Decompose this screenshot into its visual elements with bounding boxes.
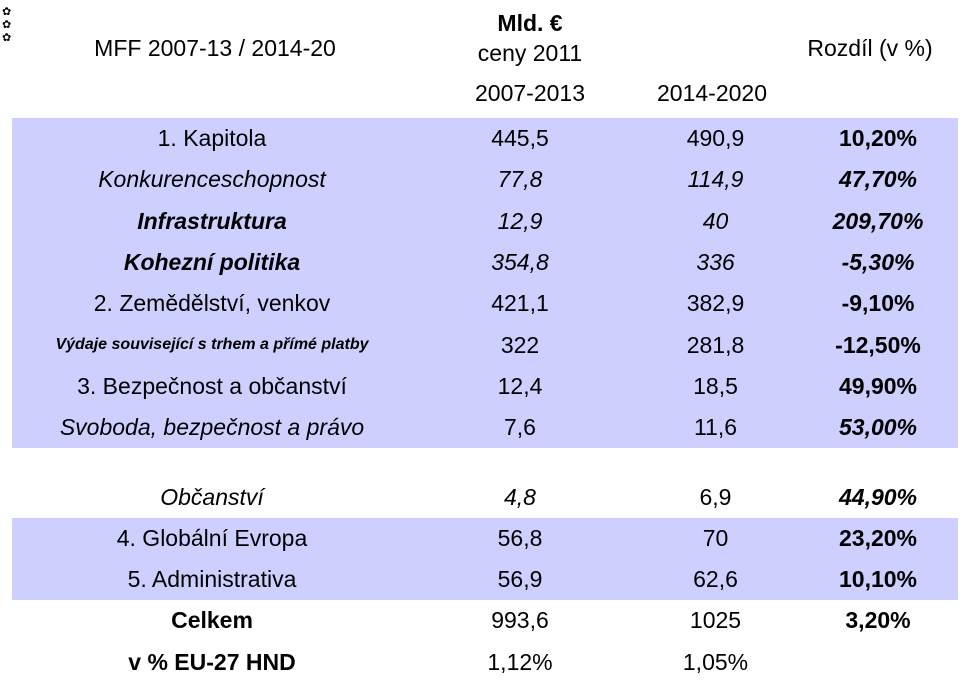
value-diff: 10,10% (838, 566, 917, 593)
value-2014-2020: 6,9 (699, 483, 732, 510)
row-label: 1. Kapitola (157, 125, 267, 152)
year-column-2-header: 2014-2020 (657, 80, 767, 106)
value-2014-2020: 62,6 (693, 566, 738, 593)
budget-table (12, 118, 958, 683)
value-2007-2013: 421,1 (491, 290, 549, 317)
value-diff: 10,20% (838, 125, 917, 152)
table-title: MFF 2007-13 / 2014-20 (94, 35, 336, 61)
unit-header (440, 8, 620, 68)
value-diff: -5,30% (841, 249, 915, 276)
row-label: Celkem (171, 607, 253, 634)
spacer-row (12, 448, 958, 476)
unit-line-2: ceny 2011 (477, 40, 583, 66)
value-2014-2020: 70 (702, 524, 729, 551)
row-label: 4. Globální Evropa (116, 524, 308, 551)
table-row (12, 118, 958, 159)
table-row (12, 518, 958, 559)
value-diff: 3,20% (845, 607, 911, 634)
value-2014-2020: 11,6 (693, 414, 738, 441)
row-label: 3. Bezpečnost a občanství (77, 372, 347, 399)
row-label: 2. Zemědělství, venkov (93, 290, 331, 317)
value-2014-2020: 1025 (689, 607, 742, 634)
value-2007-2013: 4,8 (504, 483, 536, 510)
value-2014-2020: 40 (702, 207, 729, 234)
value-2014-2020: 490,9 (686, 125, 745, 152)
value-2014-2020: 1,05% (682, 648, 749, 675)
table-row (12, 407, 958, 448)
row-label: Kohezní politika (123, 249, 301, 276)
value-diff: 53,00% (838, 414, 917, 441)
value-2007-2013: 56,8 (497, 524, 543, 551)
value-diff: -9,10% (841, 290, 915, 317)
diff-column-header: Rozdíl (v %) (807, 35, 933, 61)
corner-decoration: ✿ ✿ ✿ (2, 6, 12, 44)
value-2007-2013: 12,4 (497, 372, 543, 399)
value-2007-2013: 77,8 (497, 166, 543, 193)
value-2007-2013: 7,6 (504, 414, 536, 441)
table-row (12, 324, 958, 365)
value-2007-2013: 354,8 (491, 249, 549, 276)
value-2007-2013: 322 (500, 331, 540, 358)
value-diff: 44,90% (838, 483, 917, 510)
value-diff: 23,20% (838, 524, 917, 551)
value-2014-2020: 114,9 (687, 166, 744, 193)
table-row (12, 476, 958, 517)
table-row (12, 201, 958, 242)
value-diff: -12,50% (835, 331, 921, 358)
unit-line-1: Mld. € (497, 10, 563, 36)
value-2007-2013: 993,6 (491, 607, 549, 634)
row-label: Konkurenceschopnost (98, 166, 326, 193)
row-label: v % EU-27 HND (128, 648, 296, 675)
table-row (12, 559, 958, 600)
row-label: 5. Administrativa (127, 566, 297, 593)
table-row (12, 642, 958, 683)
value-2007-2013: 1,12% (487, 648, 553, 675)
row-label: Občanství (160, 483, 264, 510)
row-label: Infrastruktura (137, 207, 287, 234)
value-diff: 49,90% (838, 372, 917, 399)
value-diff: 47,70% (838, 166, 917, 193)
table-row (12, 242, 958, 283)
value-2007-2013: 12,9 (497, 207, 543, 234)
table-row (12, 600, 958, 641)
table-row (12, 283, 958, 324)
value-2007-2013: 445,5 (491, 125, 549, 152)
value-2014-2020: 336 (696, 249, 735, 276)
value-2014-2020: 281,8 (686, 331, 745, 358)
value-2014-2020: 382,9 (686, 290, 745, 317)
table-row (12, 159, 958, 200)
year-column-1-header: 2007-2013 (475, 80, 585, 106)
value-diff: 209,70% (832, 207, 924, 234)
row-label: Výdaje související s trhem a přímé platby (55, 336, 369, 354)
value-2014-2020: 18,5 (693, 372, 738, 399)
table-row (12, 366, 958, 407)
value-2007-2013: 56,9 (497, 566, 543, 593)
row-label: Svoboda, bezpečnost a právo (59, 414, 365, 441)
